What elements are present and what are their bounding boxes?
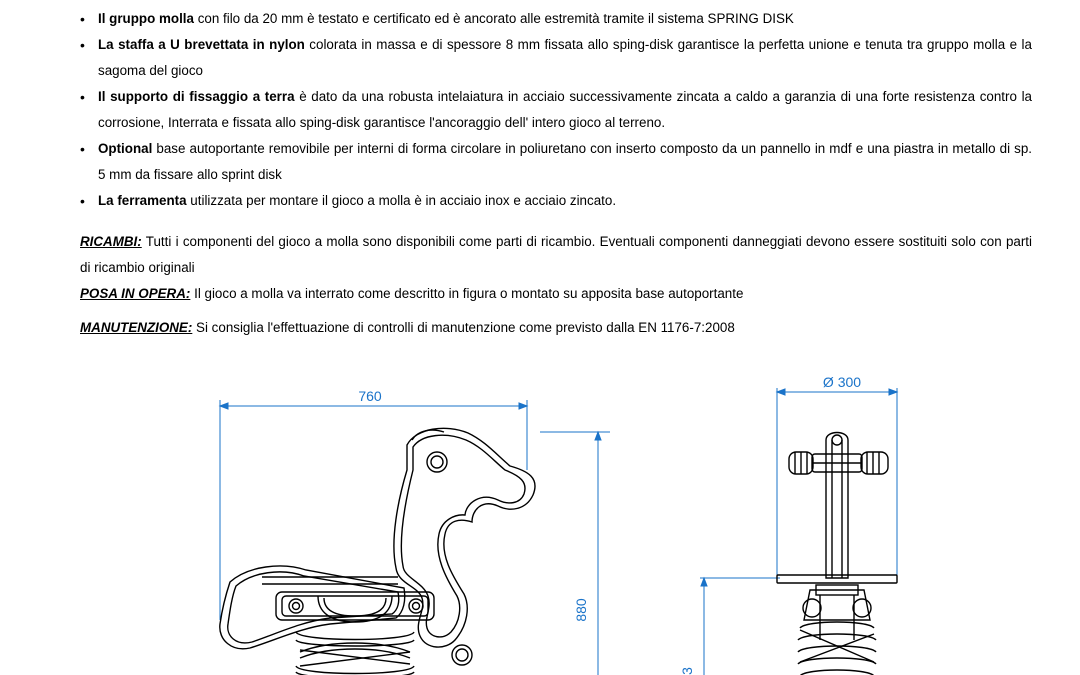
dimension-diameter-label: Ø 300 bbox=[822, 374, 862, 390]
horse-side-view bbox=[777, 433, 897, 675]
list-item-bold: Il gruppo molla bbox=[98, 11, 194, 26]
dimension-diameter bbox=[777, 388, 897, 580]
dimension-side-label: 3 bbox=[679, 667, 695, 675]
list-item-bold: La ferramenta bbox=[98, 193, 187, 208]
dimension-width bbox=[220, 400, 527, 620]
posa-heading: POSA IN OPERA: bbox=[80, 286, 191, 301]
list-item-bold: Optional bbox=[98, 141, 153, 156]
ricambi-text: Tutti i componenti del gioco a molla sono disponibili come parti di ricambio. Eventuali componenti danneggiati devono essere sostituiti solo con parti di ricambio originali bbox=[80, 234, 1032, 275]
list-item-bold: La staffa a U brevettata in nylon bbox=[98, 37, 305, 52]
list-item-text: base autoportante removibile per interni di forma circolare in poliuretano con inserto composto da un pannello in mdf e una piastra in metallo di sp. 5 mm da fissare allo sprint disk bbox=[98, 141, 1032, 182]
list-item-text: è dato da una robusta intelaiatura in acciaio successivamente zincata a caldo a garanzia di una forte resistenza contro la corrosione, Interrata e fissata allo sping-disk garantisce l'ancoraggio dell' intero gioco al terreno. bbox=[98, 89, 1032, 130]
list-item-text: con filo da 20 mm è testato e certificato ed è ancorato alle estremità tramite il sistema SPRING DISK bbox=[193, 11, 794, 26]
posa-text: Il gioco a molla va interrato come descritto in figura o montato su apposita base autoportante bbox=[190, 286, 744, 301]
dimension-height-label: 880 bbox=[573, 598, 589, 622]
list-item-text: utilizzata per montare il gioco a molla è in acciaio inox e acciaio zincato. bbox=[186, 193, 617, 208]
manutenzione-text: Si consiglia l'effettuazione di controlli di manutenzione come previsto dalla EN 1176-7:2008 bbox=[192, 320, 735, 335]
list-item-bold: Il supporto di fissaggio a terra bbox=[98, 89, 295, 104]
dimension-side bbox=[700, 578, 780, 675]
ricambi-heading: RICAMBI: bbox=[80, 234, 142, 249]
dimension-width-label: 760 bbox=[358, 388, 382, 404]
spring-front-view bbox=[296, 632, 414, 675]
dimension-height bbox=[540, 432, 610, 675]
manutenzione-heading: MANUTENZIONE: bbox=[80, 320, 193, 335]
horse-front-view bbox=[220, 428, 535, 665]
list-item-text: colorata in massa e di spessore 8 mm fissata allo sping-disk garantisce la perfetta unione e tenuta tra gruppo molla e la sagoma del gioco bbox=[98, 37, 1032, 78]
